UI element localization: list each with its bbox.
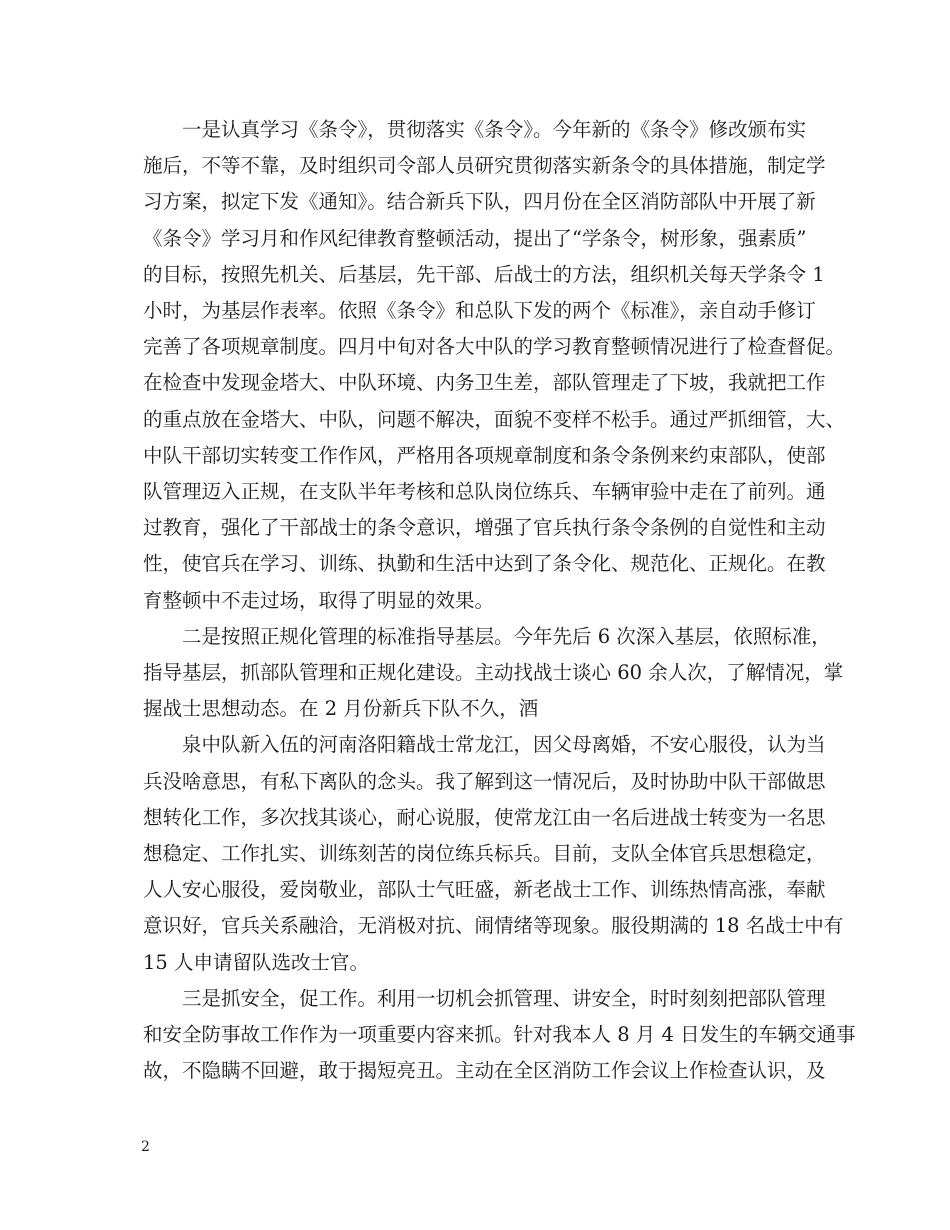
text-line: 中队干部切实转变工作作风，严格用各项规章制度和条令条例来约束部队，使部 bbox=[143, 443, 826, 467]
text-line: 想转化工作，多次找其谈心，耐心说服，使常龙江由一名后进战士转变为一名思 bbox=[143, 805, 826, 829]
text-line: 泉中队新入伍的河南洛阳籍战士常龙江，因父母离婚，不安心服役，认为当 bbox=[143, 733, 826, 757]
text-line: 小时，为基层作表率。依照《条令》和总队下发的两个《标准》，亲自动手修订 bbox=[143, 299, 816, 323]
text-line: 三是抓安全，促工作。利用一切机会抓管理、讲安全，时时刻刻把部队管理 bbox=[143, 986, 826, 1010]
text-line: 性，使官兵在学习、训练、执勤和生活中达到了条令化、规范化、正规化。在教 bbox=[143, 552, 826, 576]
text-line: 《条令》学习月和作风纪律教育整顿活动，提出了“学条令，树形象，强素质” bbox=[143, 226, 807, 250]
text-line: 人人安心服役，爱岗敬业，部队士气旺盛，新老战士工作、训练热情高涨，奉献 bbox=[143, 878, 826, 902]
text-line: 指导基层，抓部队管理和正规化建设。主动找战士谈心 60 余人次，了解情况，掌 bbox=[143, 661, 844, 685]
text-line: 故，不隐瞒不回避，敢于揭短亮丑。主动在全区消防工作会议上作检查认识，及 bbox=[143, 1059, 826, 1083]
text-line: 握战士思想动态。在 2 月份新兵下队不久，酒 bbox=[143, 697, 539, 721]
text-line: 的重点放在金塔大、中队，问题不解决，面貌不变样不松手。通过严抓细管，大、 bbox=[143, 407, 846, 431]
text-line: 意识好，官兵关系融洽，无消极对抗、闹情绪等现象。服役期满的 18 名战士中有 bbox=[143, 914, 844, 938]
text-line: 队管理迈入正规，在支队半年考核和总队岗位练兵、车辆审验中走在了前列。通 bbox=[143, 480, 826, 504]
text-line: 习方案，拟定下发《通知》。结合新兵下队，四月份在全区消防部队中开展了新 bbox=[143, 190, 816, 214]
text-line: 和安全防事故工作作为一项重要内容来抓。针对我本人 8 月 4 日发生的车辆交通事 bbox=[143, 1023, 856, 1047]
text-line: 育整顿中不走过场，取得了明显的效果。 bbox=[143, 588, 495, 612]
text-line: 兵没啥意思，有私下离队的念头。我了解到这一情况后，及时协助中队干部做思 bbox=[143, 769, 826, 793]
text-line: 15 人申请留队选改士官。 bbox=[143, 950, 370, 974]
text-line: 在检查中发现金塔大、中队环境、内务卫生差，部队管理走了下坡，我就把工作 bbox=[143, 371, 826, 395]
body-text bbox=[143, 112, 856, 1089]
text-line: 完善了各项规章制度。四月中旬对各大中队的学习教育整顿情况进行了检查督促。 bbox=[143, 335, 846, 359]
text-line: 二是按照正规化管理的标准指导基层。今年先后 6 次深入基层，依照标准， bbox=[143, 624, 831, 648]
text-line: 想稳定、工作扎实、训练刻苦的岗位练兵标兵。目前，支队全体官兵思想稳定， bbox=[143, 842, 826, 866]
text-line: 一是认真学习《条令》，贯彻落实《条令》。今年新的《条令》修改颁布实 bbox=[143, 118, 807, 141]
page-number: 2 bbox=[141, 1139, 150, 1155]
text-line: 的目标，按照先机关、后基层，先干部、后战士的方法，组织机关每天学条令 1 bbox=[143, 262, 825, 286]
text-line: 过教育，强化了干部战士的条令意识，增强了官兵执行条令条例的自觉性和主动 bbox=[143, 516, 826, 540]
text-line: 施后，不等不靠，及时组织司令部人员研究贯彻落实新条令的具体措施，制定学 bbox=[143, 154, 826, 178]
